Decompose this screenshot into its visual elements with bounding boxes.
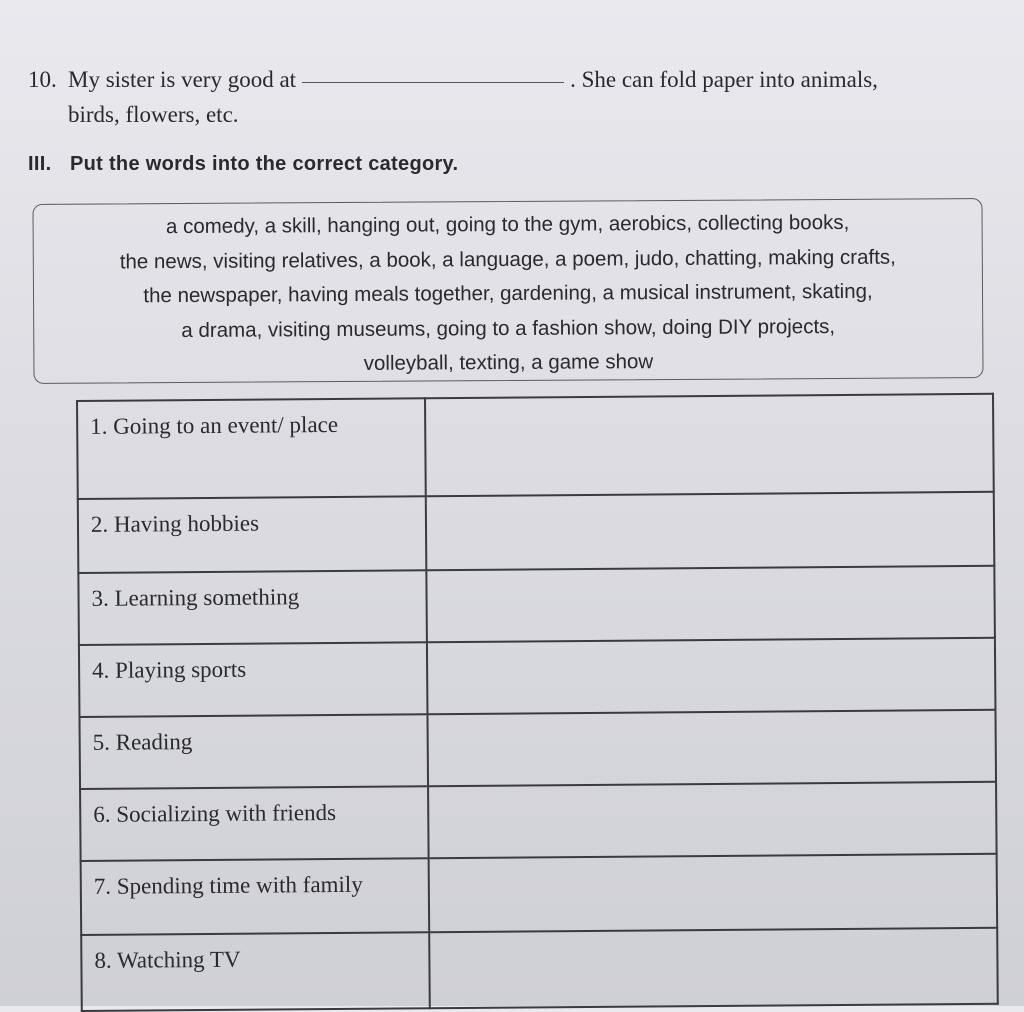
category-label: 7. Spending time with family [81,858,430,935]
question-text-before: My sister is very good at [68,67,297,92]
category-label: 2. Having hobbies [78,496,427,573]
category-label: 5. Reading [79,714,428,789]
category-label: 8. Watching TV [81,932,430,1011]
answer-cell[interactable] [429,928,998,1008]
category-label: 1. Going to an event/ place [77,398,426,499]
table-row [78,566,995,645]
answer-cell[interactable] [427,638,996,714]
section-number: III. [28,153,52,175]
word-box [32,198,983,384]
question-10-line1 [28,62,988,97]
section-heading [28,153,458,176]
table-row [77,394,994,499]
table-row [78,492,995,573]
table-row [79,638,996,717]
category-label: 3. Learning something [78,570,427,645]
question-10 [28,62,988,132]
word-box-line: a drama, visiting museums, going to a fashion show, doing DIY projects, [181,314,836,342]
question-text-after: . She can fold paper into animals, [570,67,878,92]
category-label: 4. Playing sports [79,642,428,717]
word-box-line: a comedy, a skill, hanging out, going to the gym, aerobics, collecting books, [165,210,850,239]
category-table [76,393,999,1012]
word-box-line: the newspaper, having meals together, gardening, a musical instrument, skating, [143,279,873,308]
table-row [81,928,998,1011]
answer-cell[interactable] [426,492,995,570]
word-box-line: the news, visiting relatives, a book, a language, a poem, judo, chatting, making crafts, [119,245,896,273]
word-box-line: volleyball, texting, a game show [363,350,654,375]
question-10-line2: birds, flowers, etc. [68,102,239,127]
answer-cell[interactable] [429,854,998,932]
answer-cell[interactable] [427,710,996,786]
table-row [81,854,998,935]
answer-cell[interactable] [426,566,995,642]
answer-cell[interactable] [428,782,997,858]
answer-cell[interactable] [425,394,994,496]
table-row [80,782,997,861]
answer-blank[interactable] [302,81,564,83]
category-label: 6. Socializing with friends [80,786,429,861]
section-instruction: Put the words into the correct category. [70,153,459,175]
question-number: 10. [28,67,57,92]
table-row [79,710,996,789]
